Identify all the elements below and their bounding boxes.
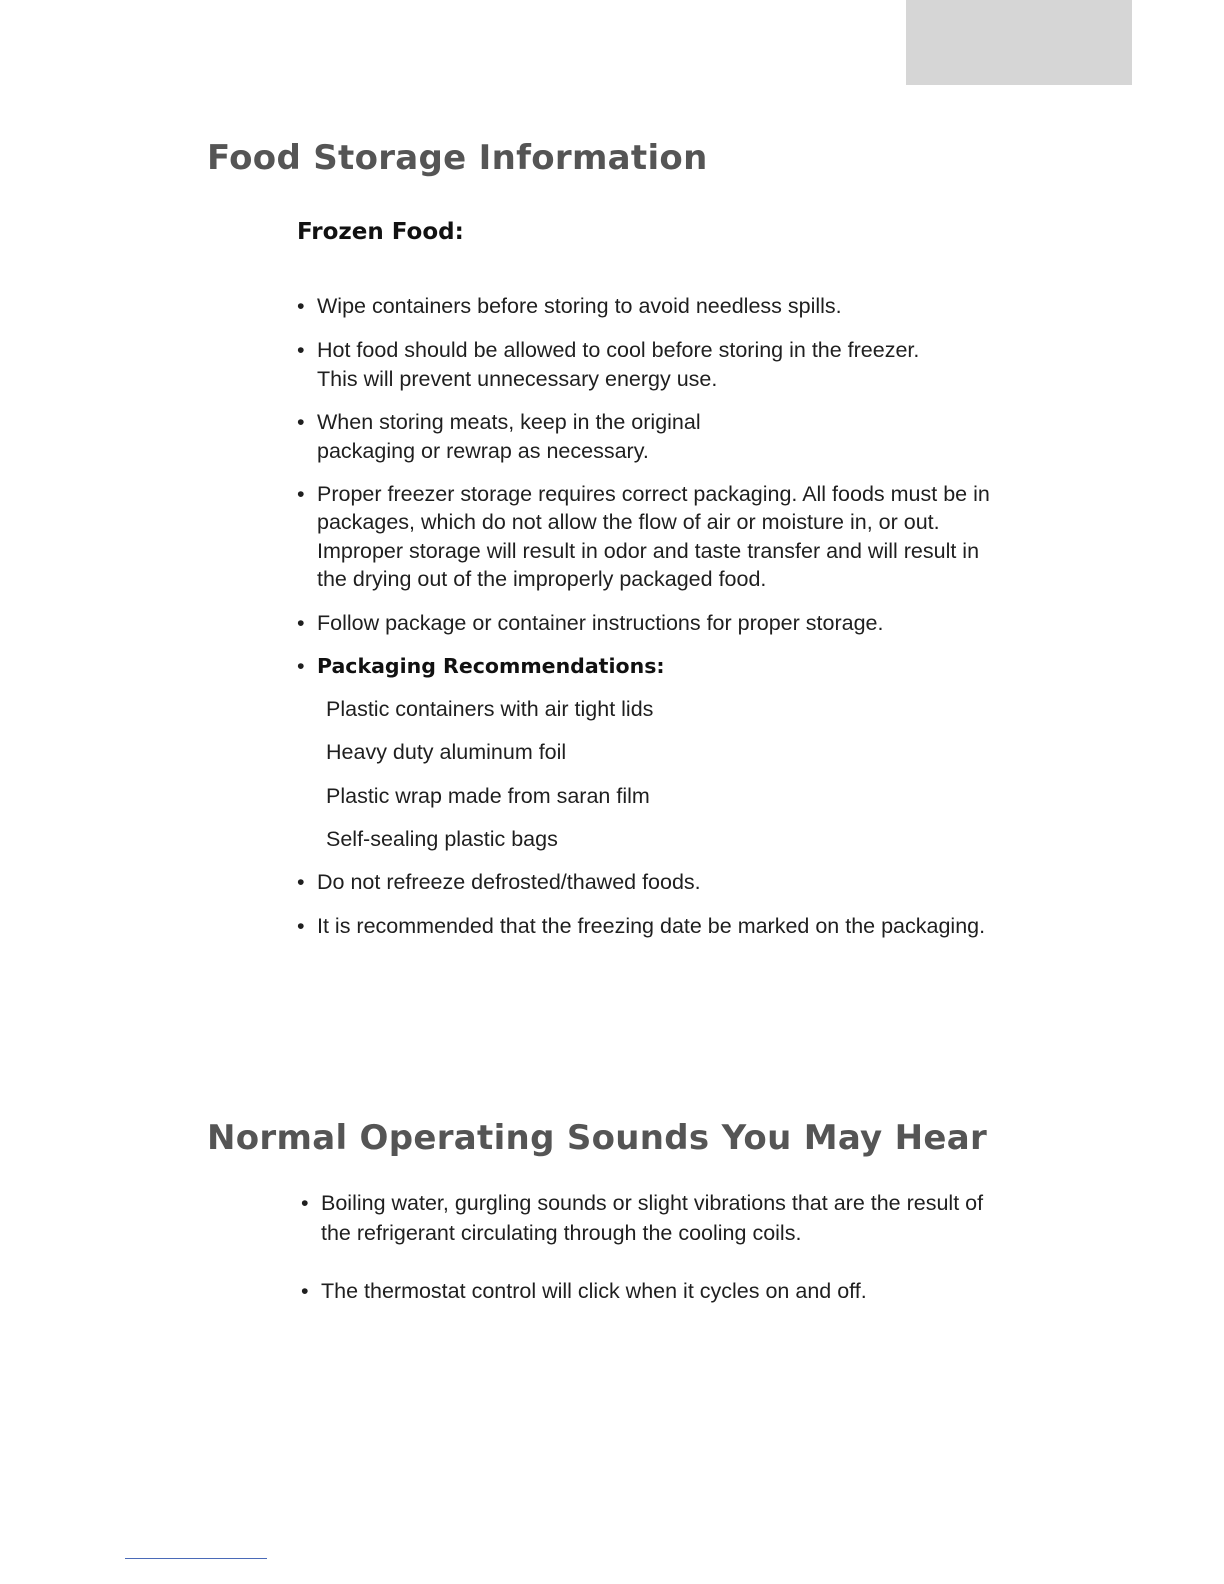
packaging-item: Self-sealing plastic bags — [326, 827, 558, 851]
list-item — [297, 609, 883, 638]
list-item-continuation: the refrigerant circulating through the cooling coils. — [321, 1221, 802, 1245]
section-title-operating-sounds: Normal Operating Sounds You May Hear — [207, 1118, 988, 1158]
list-item-continuation: This will prevent unnecessary energy use. — [317, 367, 718, 391]
list-item-text: The thermostat control will click when it cycles on and off. — [321, 1279, 867, 1303]
list-item-text: Hot food should be allowed to cool before storing in the freezer. — [317, 338, 920, 362]
list-item — [297, 912, 985, 941]
bullet-icon: • — [297, 294, 305, 318]
list-item — [301, 1276, 867, 1306]
bullet-icon: • — [297, 611, 305, 635]
bullet-icon: • — [297, 870, 305, 894]
list-item — [297, 652, 665, 681]
bullet-icon: • — [301, 1279, 309, 1303]
list-item — [301, 1188, 983, 1218]
bullet-icon: • — [301, 1191, 309, 1215]
packaging-item: Plastic wrap made from saran film — [326, 784, 650, 808]
bullet-icon: • — [297, 338, 305, 362]
list-item — [297, 336, 919, 365]
list-item-continuation: the drying out of the improperly packaged food. — [317, 567, 767, 591]
packaging-heading: Packaging Recommendations: — [317, 654, 665, 678]
bullet-icon: • — [297, 914, 305, 938]
list-item-text: Wipe containers before storing to avoid needless spills. — [317, 294, 842, 318]
packaging-item: Heavy duty aluminum foil — [326, 740, 567, 764]
list-item-continuation: packages, which do not allow the flow of air or moisture in, or out. — [317, 510, 940, 534]
list-item — [297, 408, 701, 437]
section-title-food-storage: Food Storage Information — [207, 138, 708, 178]
list-item-text: Follow package or container instructions for proper storage. — [317, 611, 884, 635]
packaging-item: Plastic containers with air tight lids — [326, 697, 654, 721]
bullet-icon: • — [297, 654, 305, 678]
list-item-text: When storing meats, keep in the original — [317, 410, 701, 434]
list-item-text: Do not refreeze defrosted/thawed foods. — [317, 870, 701, 894]
bullet-icon: • — [297, 410, 305, 434]
list-item-continuation: packaging or rewrap as necessary. — [317, 439, 649, 463]
list-item-text: Boiling water, gurgling sounds or slight vibrations that are the result of — [321, 1191, 984, 1215]
list-item-continuation: Improper storage will result in odor and taste transfer and will result in — [317, 539, 980, 563]
list-item-text: Proper freezer storage requires correct packaging. All foods must be in — [317, 482, 990, 506]
bullet-icon: • — [297, 482, 305, 506]
page-tab-marker — [906, 0, 1132, 85]
list-item — [297, 868, 701, 897]
list-item — [297, 480, 990, 509]
list-item-text: It is recommended that the freezing date be marked on the packaging. — [317, 914, 986, 938]
footer-divider — [125, 1558, 267, 1559]
list-item — [297, 292, 842, 321]
subheading-frozen-food: Frozen Food: — [297, 219, 464, 245]
